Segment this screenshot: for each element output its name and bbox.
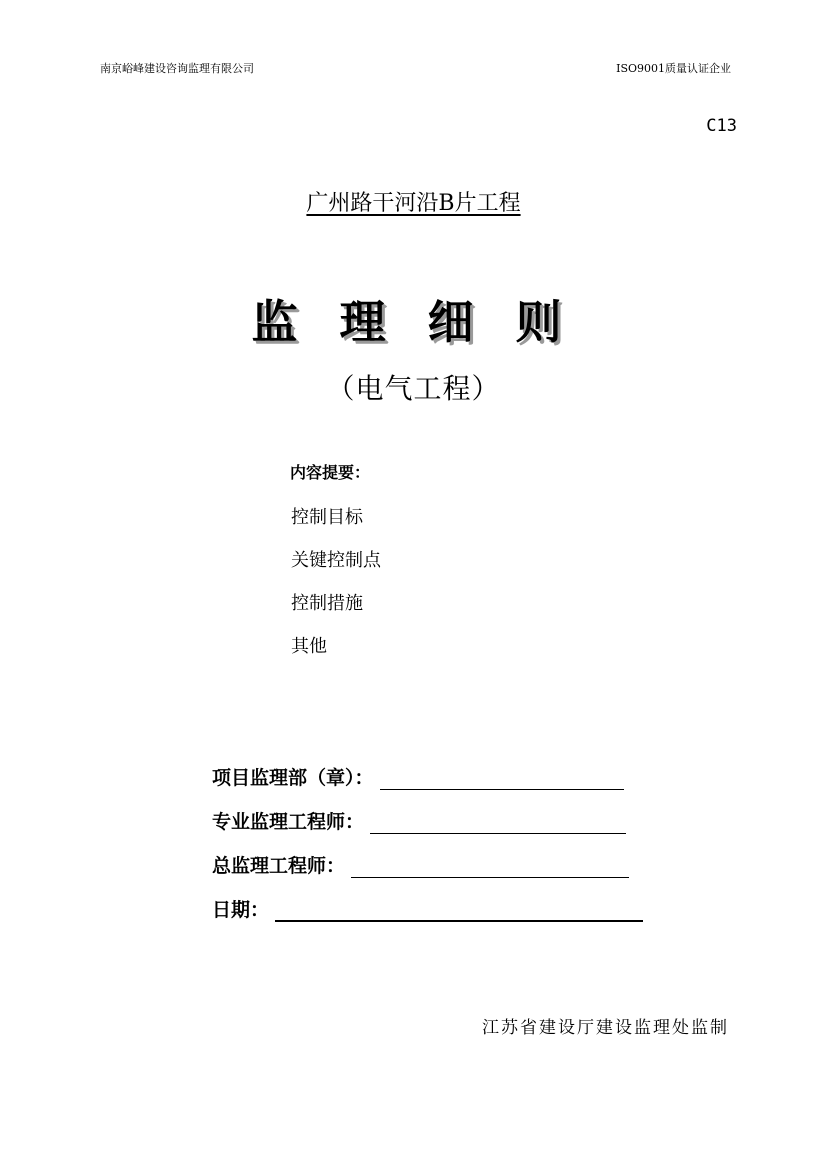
document-code: C13 [706,116,737,136]
chief-signature-line[interactable] [351,857,629,878]
department-signature-line[interactable] [380,769,624,790]
contents-item: 关键控制点 [291,550,381,571]
contents-heading: 内容提要： [290,463,371,482]
date-label: 日期： [212,899,270,921]
header-divider [96,79,731,80]
signature-row-specialist [212,807,626,834]
specialist-label: 专业监理工程师： [212,811,365,833]
company-name: 南京峪峰建设咨询监理有限公司 [100,62,254,75]
footer-issuer: 江苏省建设厅建设监理处监制 [482,1018,729,1038]
subtitle: （电气工程） [326,372,501,405]
signature-row-chief [212,851,629,878]
project-name-wrapper [0,186,827,217]
chief-label: 总监理工程师： [212,855,346,877]
signature-row-department [212,763,624,790]
department-label: 项目监理部（章）： [212,767,374,789]
contents-item: 控制措施 [291,593,363,614]
date-line[interactable] [275,900,643,922]
contents-item: 其他 [291,636,327,657]
contents-item: 控制目标 [291,507,363,528]
project-name: 广州路干河沿B片工程 [306,191,521,216]
certification-label: ISO9001质量认证企业 [616,62,731,75]
signature-row-date [212,895,643,922]
specialist-signature-line[interactable] [370,813,626,834]
main-title: 监理细则 [251,295,604,349]
